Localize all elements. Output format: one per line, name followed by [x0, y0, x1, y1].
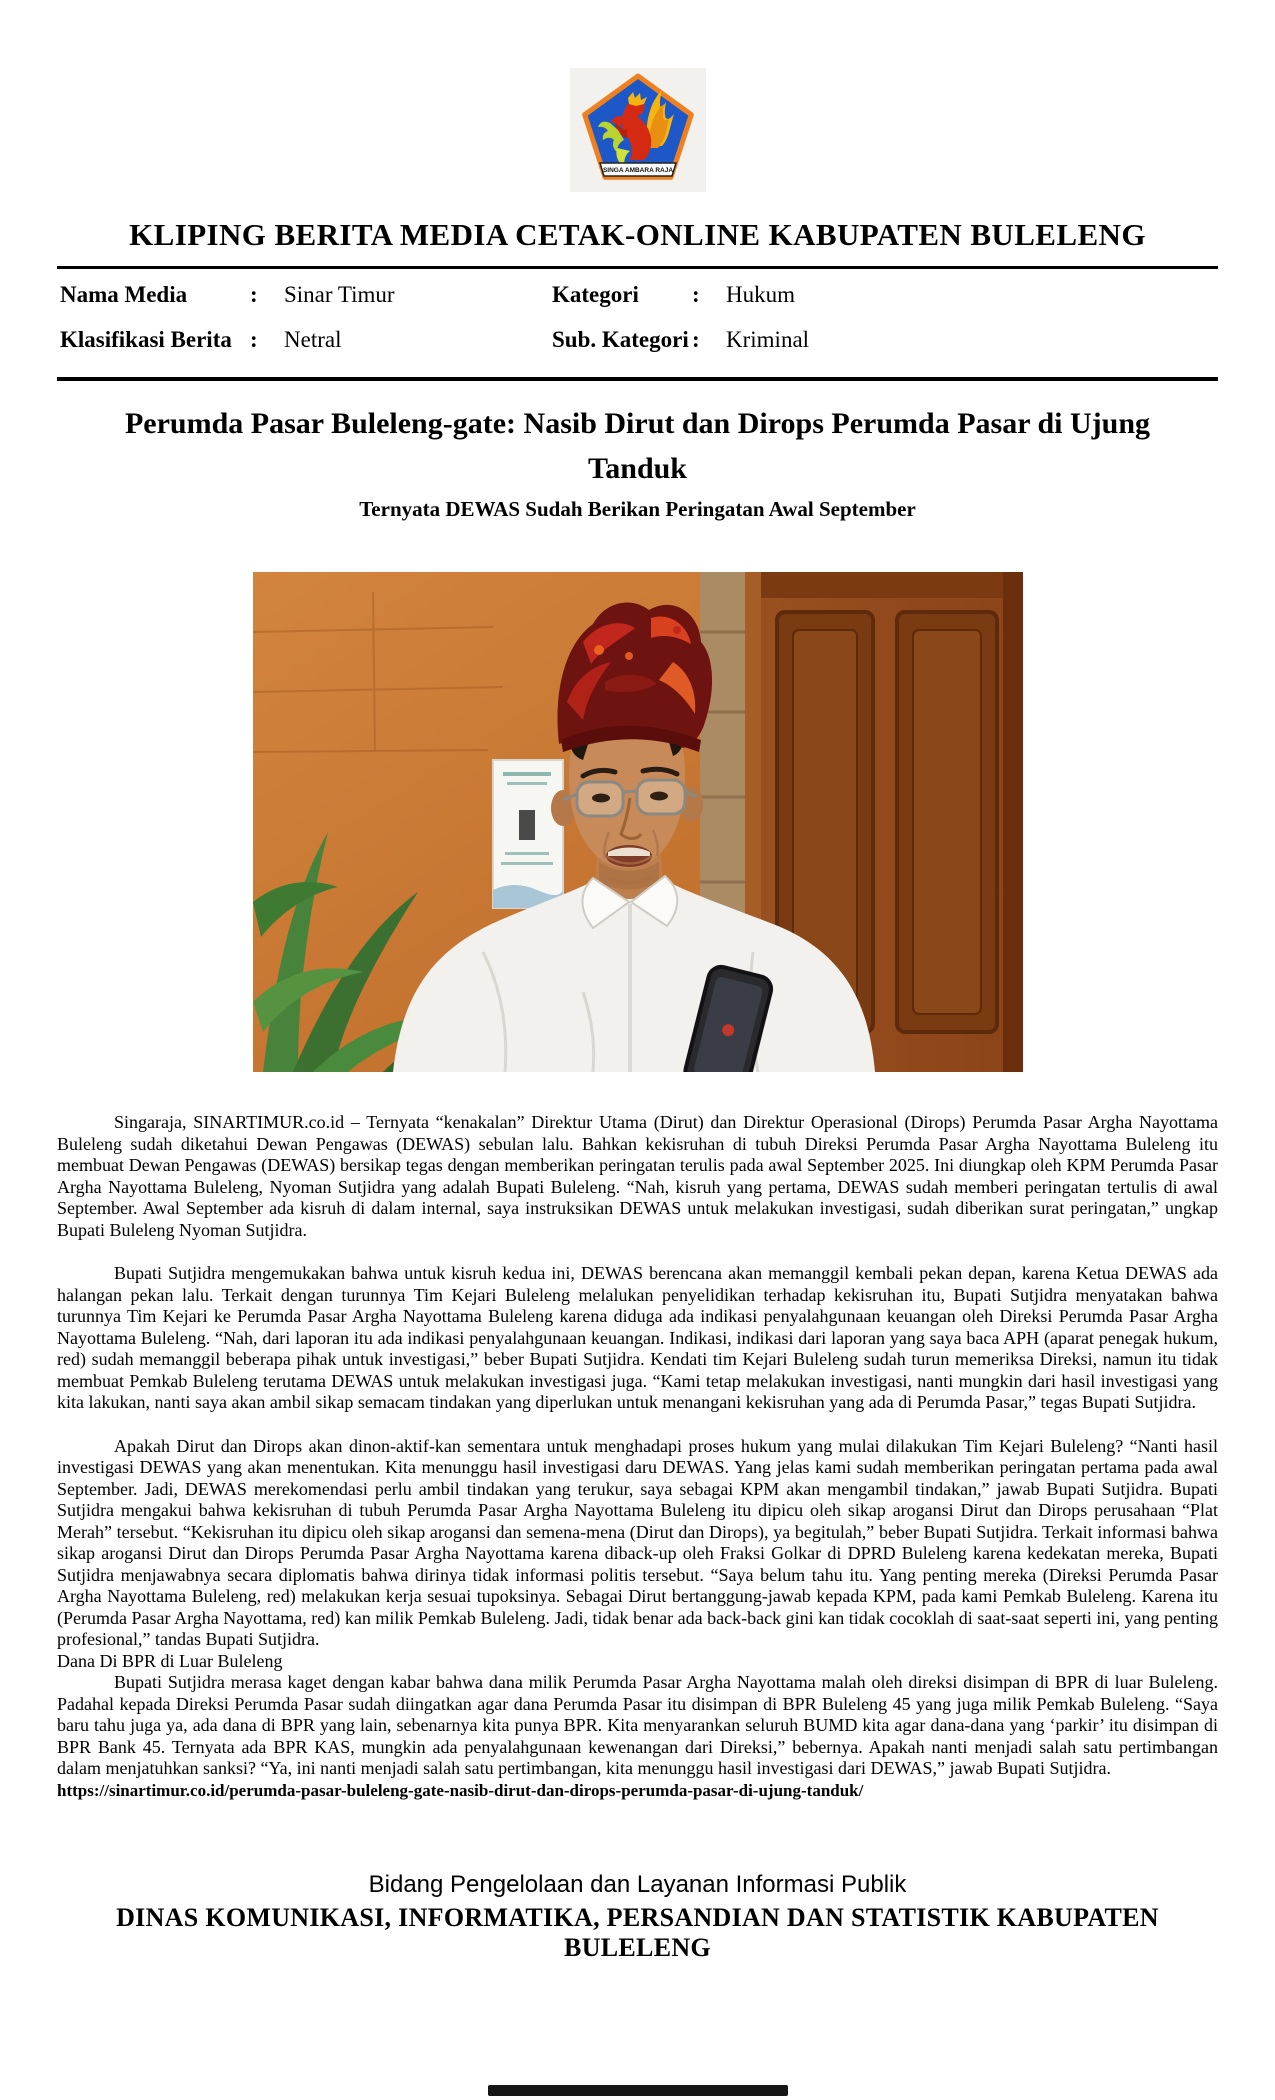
meta-column-left	[60, 281, 552, 353]
eye-right	[650, 792, 668, 801]
door-panel-right-inner	[913, 630, 981, 1014]
meta-colon: :	[692, 326, 700, 352]
meta-row-sub-kategori	[552, 326, 1215, 354]
body-paragraph-3: Apakah Dirut dan Dirops akan dinon-aktif-kan sementara untuk menghadapi proses hukum yang mulai dilakukan Tim Kejari Buleleng? “Nanti hasil investigasi DEWAS yang akan menentukan. Kita menunggu hasil investigasi daru DEWAS. Yang jelas kami sudah memberikan peringatan pertama pada awal September. Jadi, DEWAS merekomendasi perlu ambil tindakan yang terukur, saya sebagai KPM akan mengambil tindakan,” jawab Bupati Sutjidra. Bupati Sutjidra mengakui bahwa kekisruhan di tubuh Perumda Pasar Argha Nayottama Buleleng itu dipicu oleh sikap arogansi Dirut dan Dirops perusahaan “Plat Merah” tersebut. “Kekisruhan itu dipicu oleh sikap arogansi dan semena-mena (Dirut dan Dirops), ya begitulah,” beber Bupati Sutjidra. Terkait informasi bahwa sikap arogansi Dirut dan Dirops Perumda Pasar Argha Nayottama karena diback-up oleh Fraksi Golkar di DPRD Buleleng karena kedekatan mereka, Bupati Sutjidra menjawabnya secara diplomatis bahwa dirinya tidak informasi politis tersebut. “Saya belum tahu itu. Yang penting mereka (Direksi Perumda Pasar Argha Nayottama Buleleng, red) melakukan kerja sesuai tupoksinya. Sebagai Dirut bertanggung-jawab kepada KPM, pada kami Pemkab Buleleng. Karena itu (Perumda Pasar Argha Nayottama, red) kan milik Pemkab Buleleng. Jadi, tidak benar ada back-back gini kan tidak cocoklah di saat-saat seperti ini, yang penting profesional,” tandas Bupati Sutjidra.	[57, 1435, 1218, 1650]
meta-row-nama-media	[60, 281, 552, 309]
door-frame-right	[1003, 572, 1023, 1072]
section-subheading: Dana Di BPR di Luar Buleleng	[57, 1650, 283, 1671]
article-title: Perumda Pasar Buleleng-gate: Nasib Dirut dan Dirops Perumda Pasar di Ujung Tanduk	[124, 407, 1151, 486]
mouth	[606, 845, 652, 867]
body-paragraph-1: Singaraja, SINARTIMUR.co.id – Ternyata “kenakalan” Direktur Utama (Dirut) dan Direktur Operasional (Dirops) Perumda Pasar Argha Nayottama Buleleng sudah diketahui Dewan Pengawas (DEWAS) sebulan lalu. Bahkan kekisruhan di tubuh Direksi Perumda Pasar Argha Nayottama Buleleng itu membuat Dewan Pengawas (DEWAS) bersikap tegas dengan memberikan peringatan terulis pada awal September 2025. Ini diungkap oleh KPM Perumda Pasar Argha Nayottama Buleleng, Nyoman Sutjidra yang adalah Bupati Buleleng. “Nah, kisruh yang pertama, DEWAS sudah memberi peringatan tertulis di awal September. Awal September ada kisruh di dalam internal, saya instruksikan DEWAS untuk melakukan investigasi, sudah diberikan surat peringatan,” ungkap Bupati Buleleng Nyoman Sutjidra.	[57, 1112, 1218, 1240]
footer	[57, 1871, 1218, 1963]
emblem-container	[57, 0, 1218, 192]
meta-label: Sub. Kategori	[552, 326, 689, 352]
meta-colon: :	[250, 326, 258, 352]
wall-sign	[493, 760, 563, 908]
interview-photo	[253, 572, 1023, 1072]
article-body	[57, 1112, 1218, 1801]
source-url-link[interactable]: https://sinartimur.co.id/perumda-pasar-buleleng-gate-nasib-dirut-dan-dirops-perumda-pasar-di-ujung-tanduk/	[57, 1780, 864, 1800]
meta-value: Hukum	[726, 282, 795, 308]
emblem-banner-text: SINGA AMBARA RAJA	[602, 167, 673, 174]
meta-row-kategori	[552, 281, 1215, 309]
eye-left	[592, 794, 610, 803]
bottom-scroll-bar[interactable]	[488, 2085, 788, 2096]
meta-value: Netral	[284, 326, 342, 352]
meta-label: Kategori	[552, 282, 639, 308]
meta-colon: :	[250, 282, 258, 308]
footer-agency-line: DINAS KOMUNIKASI, INFORMATIKA, PERSANDIAN DAN STATISTIK KABUPATEN BULELENG	[116, 1903, 1159, 1963]
header-rule-bottom	[57, 377, 1218, 381]
door-lintel	[745, 572, 1023, 598]
page-title: KLIPING BERITA MEDIA CETAK-ONLINE KABUPATEN BULELENG	[129, 217, 1146, 252]
body-paragraph-4: Bupati Sutjidra merasa kaget dengan kabar bahwa dana milik Perumda Pasar Argha Nayottama malah oleh direksi disimpan di BPR di luar Buleleng. Padahal kepada Direksi Perumda Pasar sudah diingatkan agar dana Perumda Pasar itu disimpan di BPR Buleleng 45 yang juga milik Pemkab Buleleng. “Saya baru tahu juga ya, ada dana di BPR yang lain, sebenarnya kita punya BPR. Kita menyarankan seluruh BUMD kita agar dana-dana yang ‘parkir’ itu disimpan di BPR Bank 45. Ternyata ada BPR KAS, mungkin ada penyalahgunaan kewenangan dari Direksi,” bebernya. Apakah nanti menjadi salah satu pertimbangan dalam menjatuhkan sanksi? “Ya, ini nanti menjadi salah satu pertimbangan, kita menunggu hasil investigasi dari DEWAS,” jawab Bupati Sutjidra.	[57, 1672, 1218, 1779]
meta-label: Klasifikasi Berita	[60, 326, 232, 352]
buleleng-emblem-logo	[570, 68, 706, 192]
meta-row-klasifikasi	[60, 326, 552, 354]
body-paragraph-2: Bupati Sutjidra mengemukakan bahwa untuk kisruh kedua ini, DEWAS berencana akan memanggil kembali pekan depan, karena Ketua DEWAS ada halangan pekan lalu. Terkait dengan turunnya Tim Kejari Buleleng melalukan penyelidikan terhadap kekisruhan itu, Bupati Sutjidra menyatakan bahwa turunnya Tim Kejari ke Perumda Pasar Argha Nayottama Buleleng karena diduga ada indikasi penyalahgunaan keuangan oleh Direksi Perumda Pasar Argha Nayottama Buleleng. “Nah, dari laporan itu ada indikasi penyalahgunaan keuangan. Indikasi, indikasi dari laporan yang saya baca APH (aparat penegak hukum, red) sudah memanggil beberapa pihak untuk investigasi,” beber Bupati Sutjidra. Kendati tim Kejari Buleleng sudah turun memeriksa Direksi, namun itu tidak membuat Pemkab Buleleng terutama DEWAS untuk melakukan investigasi juga. “Kami tetap melakukan investigasi, nanti mungkin dari hasil investigasi yang kita lakukan, nanti saya akan ambil sikap semacam tindakan yang diperlukan untuk menangani kekisruhan yang ada di Perumda Pasar,” tegas Bupati Sutjidra.	[57, 1263, 1218, 1413]
meta-value: Kriminal	[726, 326, 810, 352]
meta-column-right	[552, 281, 1215, 353]
photo-container	[57, 572, 1218, 1072]
media-meta-table	[57, 269, 1218, 367]
article-subtitle: Ternyata DEWAS Sudah Berikan Peringatan Awal September	[359, 497, 916, 522]
meta-value: Sinar Timur	[284, 282, 395, 308]
footer-division-line: Bidang Pengelolaan dan Layanan Informasi Publik	[368, 1871, 907, 1899]
meta-label: Nama Media	[60, 282, 188, 308]
meta-colon: :	[692, 282, 700, 308]
